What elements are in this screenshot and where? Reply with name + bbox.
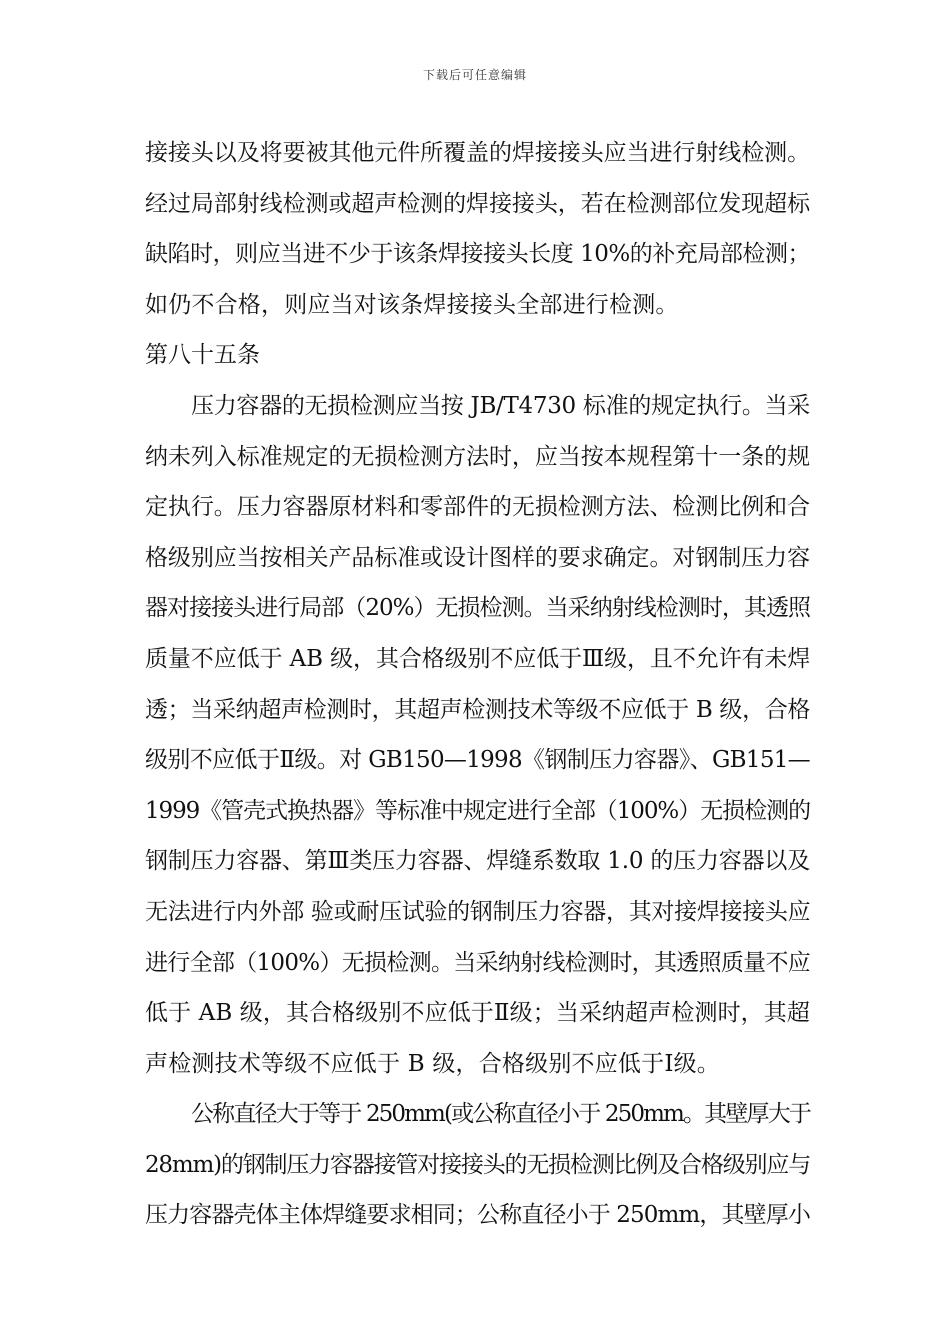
text-line: 器对接接头进行局部（20%）无损检测。当采纳射线检测时，其透照 [145,595,810,622]
paragraph-article-85 [145,381,810,1089]
page-header-note: 下载后可任意编辑 [422,68,527,82]
text-line: 经过局部射线检测或超声检测的焊接接头，若在检测部位发现超标 [145,190,810,217]
text-line: 纳未列入标准规定的无损检测方法时，应当按本规程第十一条的规 [145,443,810,470]
text-line: 公称直径大于等于 250mm(或公称直径小于 250mm。其壁厚大于 [191,1101,810,1128]
text-line: 格级别应当按相关产品标准或设计图样的要求确定。对钢制压力容 [145,544,810,571]
text-line: 透；当采纳超声检测时，其超声检测技术等级不应低于 B 级，合格 [145,696,810,723]
text-line: 如仍不合格，则应当对该条焊接接头全部进行检测。 [145,291,679,318]
text-line: 1999《管壳式换热器》等标准中规定进行全部（100%）无损检测的 [145,797,810,824]
paragraph-continuation [145,128,810,330]
text-line: 质量不应低于 AB 级，其合格级别不应低于Ⅲ级，且不允许有未焊 [145,645,811,672]
text-line: 压力容器的无损检测应当按 JB/T4730 标准的规定执行。当采 [191,392,810,419]
text-line: 缺陷时，则应当进不少于该条焊接接头长度 10%的补充局部检测； [145,241,810,268]
section-heading: 第八十五条 [145,342,260,369]
document-body [145,128,810,1241]
paragraph-nozzle-joints [145,1089,810,1241]
text-line: 无法进行内外部 验或耐压试验的钢制压力容器，其对接焊接接头应 [145,898,811,925]
text-line: 钢制压力容器、第Ⅲ类压力容器、焊缝系数取 1.0 的压力容器以及 [145,848,810,875]
text-line: 声检测技术等级不应低于 B 级，合格级别不应低于Ⅰ级。 [145,1050,721,1077]
text-line: 级别不应低于Ⅱ级。对 GB150—1998《钢制压力容器》、GB151— [145,747,810,774]
text-line: 定执行。压力容器原材料和零部件的无损检测方法、检测比例和合 [145,494,810,521]
text-line: 进行全部（100%）无损检测。当采纳射线检测时，其透照质量不应 [145,949,811,976]
text-line: 28mm)的钢制压力容器接管对接接头的无损检测比例及合格级别应与 [145,1151,810,1178]
text-line: 低于 AB 级，其合格级别不应低于Ⅱ级；当采纳超声检测时，其超 [145,1000,810,1027]
text-line: 接接头以及将要被其他元件所覆盖的焊接接头应当进行射线检测。 [145,140,810,166]
text-line: 压力容器壳体主体焊缝要求相同；公称直径小于 250mm，其壁厚小 [145,1202,810,1229]
